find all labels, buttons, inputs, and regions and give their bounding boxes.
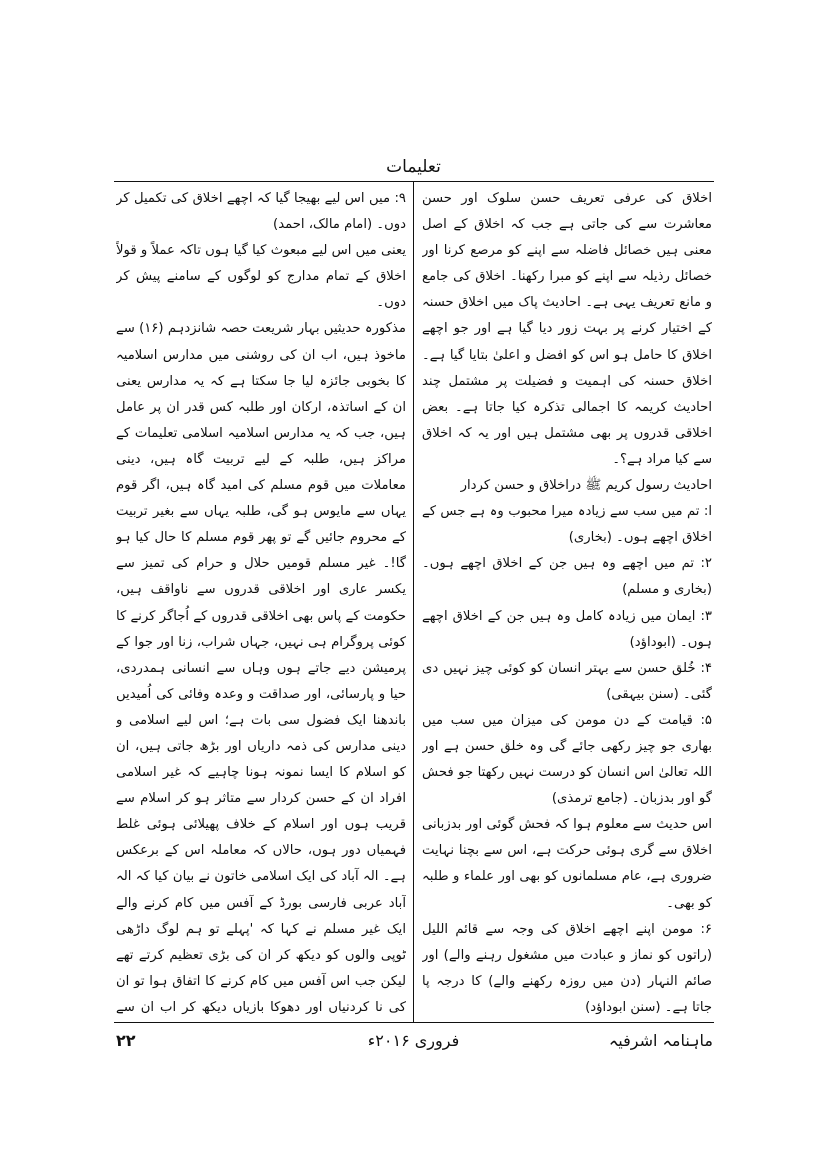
left-column [116, 186, 406, 1018]
running-header-title: تعلیمات [386, 157, 441, 177]
hadith-item: ۵: قیامت کے دن مومن کی میزان میں سب میں بھاری جو چیز رکھی جائے گی وہ خلق حسن ہے اور اللہ تعالیٰ اس انسان کو درست نہیں رکھتا جو فحش گو اور بدزبان۔ (جامع ترمذی) [422, 712, 712, 807]
column-divider [413, 182, 414, 1022]
footer-rule [114, 1022, 714, 1023]
hadith-item: ۹: میں اس لیے بھیجا گیا کہ اچھے اخلاق کی تکمیل کر دوں۔ (امام مالک، احمد) [116, 191, 406, 233]
hadith-item: ۴: خُلق حسن سے بہتر انسان کو کوئی چیز نہیں دی گئی۔ (سنن بیہقی) [422, 660, 712, 702]
header-rule [114, 181, 714, 182]
paragraph: مذکورہ حدیثیں بہار شریعت حصہ شانزدہم (۱۶) سے ماخوذ ہیں، اب ان کی روشنی میں مدارس اسلامیہ کا بخوبی جائزہ لیا جا سکتا ہے کہ یہ مدارس یعنی ان کے اساتذہ، ارکان اور طلبہ کس قدر ان پر عامل ہیں، جب کہ یہ مدارس اسلامیہ اسلامی تعلیمات کے مراکز ہیں، طلبہ کے لیے تربیت گاہ ہیں، دینی معاملات میں قوم مسلم کی امید گاہ ہیں، اگر قوم یہاں سے مایوس ہو گی، طلبہ یہاں سے بغیر تربیت کے محروم جائیں گے تو پھر قوم مسلم کا حال کیا ہو گا!۔ غیر مسلم قومیں حلال و حرام کی تمیز سے یکسر عاری اور اخلاقی قدروں سے ناواقف ہیں، حکومت کے پاس بھی اخلاقی قدروں کے اُجاگر کرنے کا کوئی پروگرام ہی نہیں، جہاں شراب، زنا اور جوا کے پرمیشن دیے جاتے ہوں وہاں سے انسانی ہمدردی، حیا و پارسائی، اور صداقت و وعدہ وفائی کی اُمیدیں باندھنا ایک فضول سی بات ہے؛ اس لیے اسلامی و دینی مدارس کی ذمہ داریاں اور بڑھ جاتی ہیں، ان کو اسلام کا ایسا نمونہ ہونا چاہیے کہ غیر اسلامی افراد ان کے حسن کردار سے متاثر ہو کر اسلام سے قریب ہوں اور اسلام کے خلاف پھیلائی ہوئی غلط فہمیاں دور ہوں، حالاں کہ معاملہ اس کے برعکس ہے۔ الہ آباد کی ایک اسلامی خاتون نے بیان کیا کہ الہ آباد عربی فارسی بورڈ کے آفس میں کام کرنے والے ایک غیر مسلم نے کہا کہ 'پہلے تو ہم لوگ داڑھی ٹوپی والوں کو دیکھ کر ان کی بڑی تعظیم کرتے تھے لیکن جب اس آفس میں کام کرنے کا اتفاق ہوا تو ان کی نا کردنیاں اور دھوکا بازیاں دیکھ کر اب ان سے [116, 321, 406, 1015]
page-number: ۲۲ [116, 1031, 136, 1050]
paragraph: اخلاق کی عرفی تعریف حسن سلوک اور حسن معاشرت سے کی جاتی ہے جب کہ اخلاق کے اصل معنی ہیں خصائل فاضلہ سے اپنے کو مرصع کرنا اور خصائل رذیلہ سے اپنے کو مبرا رکھنا۔ اخلاق کی جامع و مانع تعریف یہی ہے۔ احادیث پاک میں اخلاق حسنہ کے اختیار کرنے پر بہت زور دیا گیا ہے اور جو اچھے اخلاق کا حامل ہو اس کو افضل و اعلیٰ بتایا گیا ہے۔ اخلاق حسنہ کی اہمیت و فضیلت پر مشتمل چند احادیث کریمہ کا اجمالی تذکرہ کیا جاتا ہے۔ بعض اخلاقی قدروں پر بھی مشتمل ہیں اور یہ کہ اخلاق سے کیا مراد ہے؟۔ [422, 191, 712, 467]
hadith-item: ۲: تم میں اچھے وہ ہیں جن کے اخلاق اچھے ہوں۔ (بخاری و مسلم) [422, 556, 712, 598]
footer-date: فروری ۲۰۱۶ء [367, 1031, 460, 1050]
paragraph: یعنی میں اس لیے مبعوث کیا گیا ہوں تاکہ عملاً و قولاً اخلاق کے تمام مدارج کو لوگوں کے سامنے پیش کر دوں۔ [116, 243, 406, 311]
paragraph: اس حدیث سے معلوم ہوا کہ فحش گوئی اور بدزبانی اخلاق سے گری ہوئی حرکت ہے، اس سے بچنا نہایت ضروری ہے، عام مسلمانوں کو بھی اور علماء و طلبہ کو بھی۔ [422, 817, 712, 911]
right-column [422, 186, 712, 1018]
section-heading: احادیث رسول کریم ﷺ دراخلاق و حسن کردار [460, 478, 712, 494]
hadith-item: ا: تم میں سب سے زیادہ میرا محبوب وہ ہے جس کے اخلاق اچھے ہوں۔ (بخاری) [422, 504, 712, 546]
hadith-item: ۳: ایمان میں زیادہ کامل وہ ہیں جن کے اخلاق اچھے ہوں۔ (ابوداؤد) [422, 608, 712, 650]
footer-publication: ماہنامہ اشرفیہ [608, 1031, 713, 1050]
hadith-item: ۶: مومن اپنے اچھے اخلاق کی وجہ سے قائم اللیل (راتوں کو نماز و عبادت میں مشغول رہنے والے) اور صائم النہار (دن میں روزہ رکھنے والے) کا درجہ پا جاتا ہے۔ (سنن ابوداؤد) [422, 921, 712, 1015]
